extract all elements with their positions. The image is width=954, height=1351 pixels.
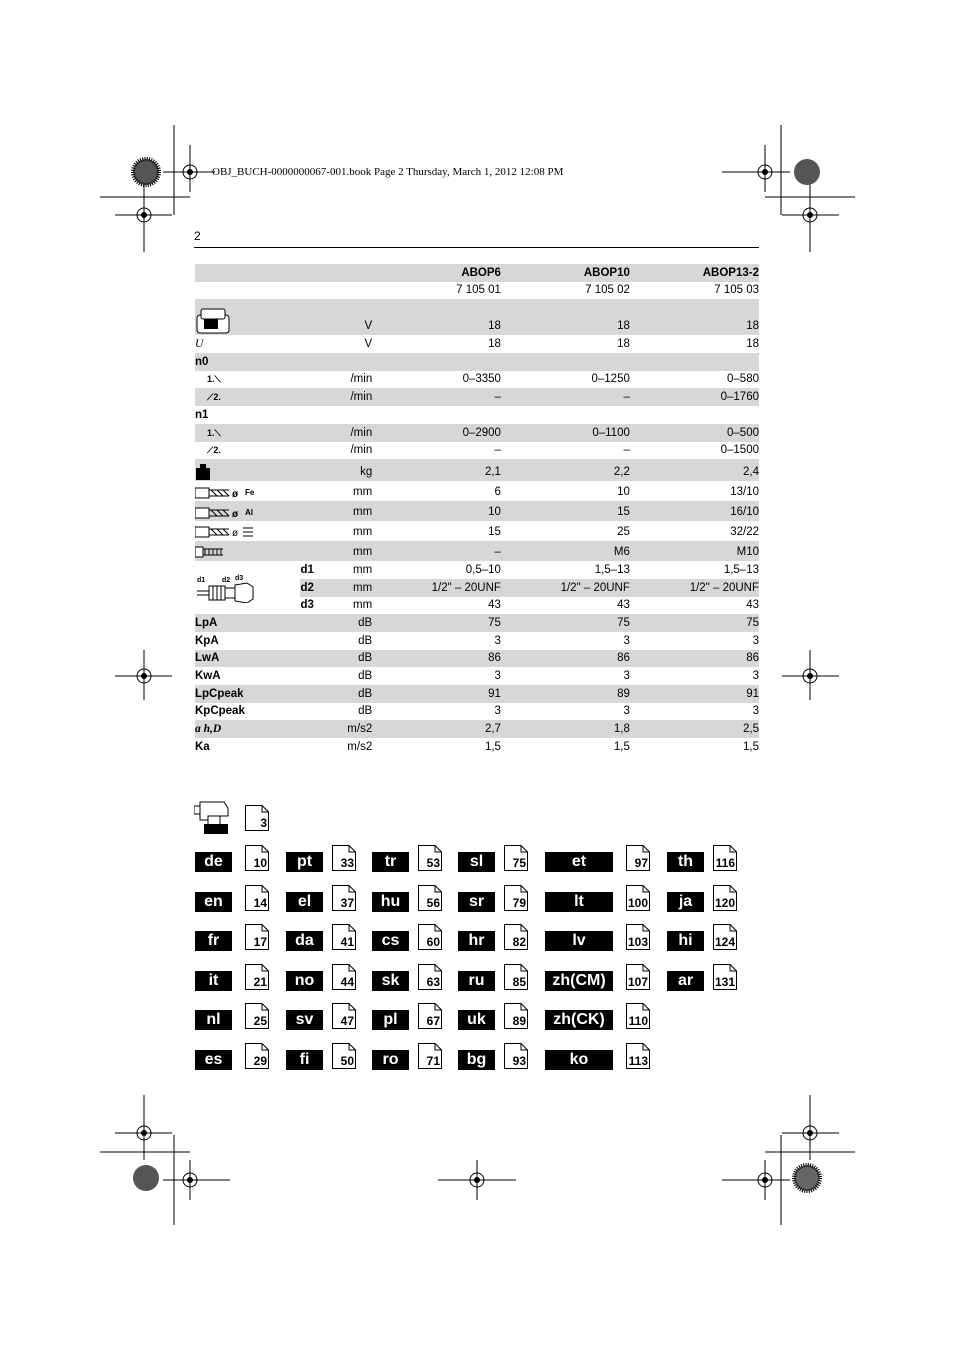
language-code-pt[interactable]: pt — [286, 852, 323, 872]
order-number: 7 105 03 — [714, 284, 759, 297]
table-cell: – — [494, 444, 501, 457]
table-row — [195, 650, 759, 668]
page-reference-number: 56 — [426, 896, 440, 910]
page-reference-icon[interactable] — [418, 885, 442, 911]
page-reference-icon[interactable] — [626, 885, 650, 911]
language-code-et[interactable]: et — [545, 852, 613, 872]
svg-text:ø: ø — [232, 509, 239, 521]
page-reference-icon[interactable] — [504, 1003, 528, 1029]
table-cell: 18 — [617, 338, 630, 351]
table-row — [195, 335, 759, 353]
table-row — [195, 406, 759, 424]
language-code-tr[interactable]: tr — [372, 852, 409, 872]
table-cell: M6 — [501, 541, 630, 561]
table-unit: kg — [330, 459, 372, 481]
table-label: KpA — [195, 634, 219, 647]
language-code-es[interactable]: es — [195, 1050, 232, 1070]
language-code-hr[interactable]: hr — [458, 931, 495, 951]
svg-text:ø: ø — [232, 528, 239, 540]
page-reference-icon[interactable] — [713, 924, 737, 950]
table-unit: /min — [330, 424, 372, 442]
page-reference-icon[interactable] — [418, 924, 442, 950]
page-reference-number: 131 — [714, 975, 735, 989]
language-code-en[interactable]: en — [195, 892, 232, 912]
page-reference-icon[interactable] — [713, 964, 737, 990]
material-label: Fe — [245, 488, 255, 498]
page-reference-icon[interactable] — [332, 845, 356, 871]
table-row — [195, 424, 759, 442]
table-cell: 0–2900 — [372, 424, 501, 442]
page-reference-number: 3 — [260, 816, 267, 830]
table-row — [195, 632, 759, 650]
order-number: 7 105 02 — [585, 284, 630, 297]
table-cell: 43 — [617, 599, 630, 612]
table-cell: 0–1250 — [591, 373, 630, 386]
table-cell: 2,5 — [630, 720, 759, 738]
table-row — [195, 703, 759, 721]
table-unit: mm — [353, 599, 373, 612]
table-cell: – — [372, 388, 501, 406]
table-cell: 86 — [630, 650, 759, 668]
page-reference-number: 14 — [253, 896, 267, 910]
drill-icon: ⟋ — [207, 392, 214, 403]
dimension-label: d2 — [300, 579, 329, 597]
language-code-pl[interactable]: pl — [372, 1010, 409, 1030]
table-cell: 10 — [617, 486, 630, 499]
page-reference-number: 53 — [426, 856, 440, 870]
page-reference-icon[interactable] — [332, 885, 356, 911]
page-reference-number: 37 — [340, 896, 354, 910]
spec-table — [195, 264, 759, 756]
table-cell: 43 — [746, 599, 759, 612]
page-reference-icon[interactable] — [332, 1003, 356, 1029]
page-reference-icon[interactable] — [332, 964, 356, 990]
screwdriver-icon: ⟍ — [214, 427, 221, 438]
table-unit: dB — [358, 634, 373, 647]
table-row — [195, 521, 759, 541]
svg-text:d3: d3 — [235, 574, 244, 582]
page-reference-icon[interactable] — [504, 885, 528, 911]
table-cell: 1,5 — [743, 740, 759, 753]
language-code-hi[interactable]: hi — [667, 931, 704, 951]
page-reference-number: 113 — [628, 1054, 648, 1068]
page-reference-number: 25 — [253, 1014, 267, 1028]
table-label: LpA — [195, 614, 300, 632]
table-label: a h,D — [195, 720, 300, 738]
table-cell: 1,5 — [613, 740, 630, 753]
table-unit: dB — [330, 614, 372, 632]
table-label: LpCpeak — [195, 685, 300, 703]
table-row — [195, 614, 759, 632]
header-rule — [194, 247, 759, 248]
page-reference-icon[interactable] — [245, 805, 269, 831]
table-unit: dB — [358, 670, 373, 682]
table-row — [195, 561, 759, 579]
page-reference-icon[interactable] — [332, 924, 356, 950]
language-code-bg[interactable]: bg — [458, 1050, 495, 1070]
page-reference-icon[interactable] — [245, 1043, 269, 1069]
table-unit: V — [330, 299, 372, 335]
page-reference-number: 44 — [340, 975, 354, 989]
page-reference-number: 82 — [512, 935, 526, 949]
table-cell: 1/2" – 20UNF — [372, 579, 501, 597]
table-cell: 89 — [501, 685, 630, 703]
page-reference-number: 79 — [512, 896, 526, 910]
table-unit: m/s2 — [330, 720, 372, 738]
table-cell: 10 — [372, 501, 501, 521]
language-code-sl[interactable]: sl — [458, 852, 495, 872]
table-cell: 1/2" – 20UNF — [630, 579, 759, 597]
table-cell: – — [623, 444, 630, 457]
page-reference-icon[interactable] — [504, 964, 528, 990]
chuck-dimensions-icon — [195, 573, 259, 603]
drill-bit-steel-icon — [195, 486, 245, 500]
table-cell: 91 — [630, 685, 759, 703]
table-cell: 16/10 — [630, 501, 759, 521]
page-reference-icon[interactable] — [418, 1043, 442, 1069]
page-reference-icon[interactable] — [626, 845, 650, 871]
page-reference-number: 67 — [426, 1014, 440, 1028]
language-code-hu[interactable]: hu — [372, 892, 409, 912]
table-cell: 18 — [630, 299, 759, 335]
table-cell: 3 — [752, 705, 759, 718]
table-cell: 0–3350 — [462, 373, 501, 386]
table-cell: 15 — [488, 526, 501, 539]
table-cell: 86 — [501, 650, 630, 668]
table-cell: 0–500 — [630, 424, 759, 442]
table-row — [195, 371, 759, 389]
page-reference-number: 47 — [340, 1014, 354, 1028]
language-code-it[interactable]: it — [195, 971, 232, 991]
page-reference-number: 71 — [426, 1054, 440, 1068]
svg-text:d2: d2 — [222, 576, 231, 584]
drill-bit-aluminium-icon — [195, 506, 245, 520]
page-reference-number: 63 — [426, 975, 440, 989]
page-reference-number: 89 — [512, 1014, 526, 1028]
page-reference-number: 75 — [512, 856, 526, 870]
page-reference-icon[interactable] — [245, 924, 269, 950]
page-reference-number: 116 — [715, 856, 735, 870]
language-code-no[interactable]: no — [286, 971, 323, 991]
table-cell: 2,2 — [501, 459, 630, 481]
language-code-sv[interactable]: sv — [286, 1010, 323, 1030]
table-cell: 2,1 — [372, 459, 501, 481]
language-code-cs[interactable]: cs — [372, 931, 409, 951]
table-cell: 75 — [372, 614, 501, 632]
language-code-sr[interactable]: sr — [458, 892, 495, 912]
table-cell: 1,8 — [501, 720, 630, 738]
page-reference-icon[interactable] — [713, 885, 737, 911]
drill-bit-wood-icon — [195, 525, 255, 539]
table-cell: 2,4 — [630, 459, 759, 481]
table-cell: 18 — [501, 299, 630, 335]
table-cell: 2,7 — [372, 720, 501, 738]
table-unit: mm — [330, 579, 372, 597]
table-row — [195, 481, 759, 501]
language-code-zhck[interactable]: zh(CK) — [545, 1010, 613, 1030]
order-number: 7 105 01 — [456, 284, 501, 297]
table-cell: 3 — [623, 670, 630, 682]
table-cell: 3 — [623, 705, 630, 718]
language-code-th[interactable]: th — [667, 852, 704, 872]
table-cell: 43 — [488, 599, 501, 612]
page-reference-icon[interactable] — [245, 885, 269, 911]
table-cell: 18 — [372, 299, 501, 335]
page-reference-icon[interactable] — [504, 924, 528, 950]
table-unit: /min — [330, 388, 372, 406]
dimension-label: d1 — [300, 563, 314, 576]
page-reference-number: 21 — [253, 975, 267, 989]
table-cell: 3 — [752, 634, 759, 647]
language-code-da[interactable]: da — [286, 931, 323, 951]
page-reference-number: 124 — [714, 935, 735, 949]
table-label: n0 — [195, 353, 300, 371]
table-unit: m/s2 — [347, 740, 373, 753]
page-reference-icon[interactable] — [626, 924, 650, 950]
table-label: LwA — [195, 650, 300, 668]
table-unit: dB — [330, 685, 372, 703]
page-reference-number: 100 — [627, 896, 648, 910]
table-cell: 6 — [494, 486, 501, 499]
table-cell: 1,5–13 — [594, 563, 630, 576]
screw-icon — [195, 545, 225, 559]
table-cell: 1,5–13 — [723, 563, 759, 576]
material-label: Al — [245, 508, 253, 518]
table-row — [195, 459, 759, 481]
table-cell: 0–1100 — [501, 424, 630, 442]
drill-icon: ⟋ — [207, 445, 214, 456]
table-cell: – — [372, 541, 501, 561]
table-unit: /min — [350, 373, 373, 386]
table-cell: 0–1500 — [720, 444, 759, 457]
file-info-header: OBJ_BUCH-0000000067-001.book Page 2 Thursday, March 1, 2012 12:08 PM — [212, 166, 564, 178]
table-label: KpCpeak — [195, 705, 245, 718]
language-code-ro[interactable]: ro — [372, 1050, 409, 1070]
table-unit: mm — [353, 486, 373, 499]
language-code-zhcm[interactable]: zh(CM) — [545, 971, 613, 991]
table-label: n1 — [195, 408, 209, 421]
gear-step-label: 2. — [213, 445, 221, 456]
page-reference-icon[interactable] — [626, 964, 650, 990]
page-reference-number: 107 — [627, 975, 648, 989]
table-row — [195, 720, 759, 738]
page-reference-icon[interactable] — [504, 1043, 528, 1069]
table-row — [195, 442, 759, 460]
model-name: ABOP6 — [372, 264, 501, 282]
language-code-nl[interactable]: nl — [195, 1010, 232, 1030]
table-cell: 18 — [746, 338, 759, 351]
table-cell: 18 — [488, 338, 501, 351]
page-reference-number: 60 — [426, 935, 440, 949]
page-reference-number: 41 — [340, 935, 354, 949]
table-row — [195, 667, 759, 685]
table-unit: mm — [330, 541, 372, 561]
table-cell: 32/22 — [730, 526, 759, 539]
table-cell: 15 — [501, 501, 630, 521]
page-reference-icon[interactable] — [713, 845, 737, 871]
weight-icon — [195, 463, 211, 481]
table-unit: V — [364, 338, 373, 351]
svg-text:ø: ø — [232, 489, 239, 501]
table-unit: mm — [353, 563, 373, 576]
table-cell: 3 — [494, 705, 501, 718]
language-code-lv[interactable]: lv — [545, 931, 613, 951]
language-code-ko[interactable]: ko — [545, 1050, 613, 1070]
table-cell: 3 — [494, 670, 501, 682]
table-unit: dB — [358, 705, 373, 718]
page-reference-icon[interactable] — [418, 845, 442, 871]
page-reference-icon[interactable] — [418, 964, 442, 990]
page-reference-icon[interactable] — [332, 1043, 356, 1069]
table-row — [195, 501, 759, 521]
page-number: 2 — [194, 229, 201, 243]
table-unit: mm — [330, 501, 372, 521]
page-reference-icon[interactable] — [418, 1003, 442, 1029]
table-cell: 0–1760 — [630, 388, 759, 406]
page-reference-number: 85 — [512, 975, 526, 989]
table-cell: – — [501, 388, 630, 406]
language-code-sk[interactable]: sk — [372, 971, 409, 991]
language-code-de[interactable]: de — [195, 852, 232, 872]
table-cell: 13/10 — [730, 486, 759, 499]
page-reference-number: 93 — [512, 1054, 526, 1068]
table-cell: 91 — [372, 685, 501, 703]
language-code-ar[interactable]: ar — [667, 971, 704, 991]
table-cell: M10 — [630, 541, 759, 561]
page-reference-number: 29 — [253, 1054, 267, 1068]
table-cell: 3 — [494, 634, 501, 647]
model-name: ABOP13-2 — [630, 264, 759, 282]
gear-step-label: 1. — [207, 427, 215, 438]
model-row — [195, 264, 759, 282]
page-reference-number: 120 — [714, 896, 735, 910]
page-reference-icon[interactable] — [245, 964, 269, 990]
model-name: ABOP10 — [501, 264, 630, 282]
table-cell: 3 — [623, 634, 630, 647]
page-reference-number: 10 — [253, 856, 267, 870]
language-code-uk[interactable]: uk — [458, 1010, 495, 1030]
page-reference-number: 17 — [253, 935, 267, 949]
table-cell: 0–580 — [727, 373, 759, 386]
page-reference-icon[interactable] — [626, 1003, 650, 1029]
language-code-ja[interactable]: ja — [667, 892, 704, 912]
svg-text:d1: d1 — [197, 576, 206, 584]
table-unit: dB — [330, 650, 372, 668]
gear-step-label: 2. — [213, 392, 221, 403]
language-code-ru[interactable]: ru — [458, 971, 495, 991]
table-unit: /min — [350, 444, 373, 457]
language-code-fr[interactable]: fr — [195, 931, 232, 951]
table-cell: 75 — [501, 614, 630, 632]
order-number-row — [195, 282, 759, 300]
page-reference-number: 50 — [340, 1054, 354, 1068]
dimension-label: d3 — [300, 599, 314, 612]
table-row — [195, 685, 759, 703]
page-reference-icon[interactable] — [626, 1043, 650, 1069]
table-label: Ka — [195, 740, 210, 753]
page-reference-icon[interactable] — [245, 845, 269, 871]
page-reference-number: 110 — [628, 1014, 648, 1028]
language-code-fi[interactable]: fi — [286, 1050, 323, 1070]
table-cell: 75 — [630, 614, 759, 632]
table-cell: 1/2" – 20UNF — [501, 579, 630, 597]
table-label: KwA — [195, 670, 221, 682]
table-cell: 25 — [617, 526, 630, 539]
table-label: U — [195, 338, 204, 351]
table-unit: mm — [353, 526, 373, 539]
table-row — [195, 353, 759, 371]
table-cell: 0,5–10 — [465, 563, 501, 576]
cordless-drill-icon — [194, 798, 238, 836]
table-row — [195, 541, 759, 561]
page-reference-icon[interactable] — [245, 1003, 269, 1029]
table-row — [195, 388, 759, 406]
table-row — [195, 299, 759, 335]
gear-step-label: 1. — [207, 374, 215, 385]
table-cell: 86 — [372, 650, 501, 668]
language-code-el[interactable]: el — [286, 892, 323, 912]
language-code-lt[interactable]: lt — [545, 892, 613, 912]
table-cell: 1,5 — [484, 740, 501, 753]
page-reference-number: 103 — [627, 935, 648, 949]
table-cell: 3 — [752, 670, 759, 682]
screwdriver-icon: ⟍ — [214, 374, 221, 385]
page-reference-icon[interactable] — [504, 845, 528, 871]
battery-pack-icon — [195, 305, 231, 335]
page-reference-number: 97 — [634, 856, 648, 870]
table-row — [195, 738, 759, 756]
page-reference-number: 33 — [340, 856, 354, 870]
